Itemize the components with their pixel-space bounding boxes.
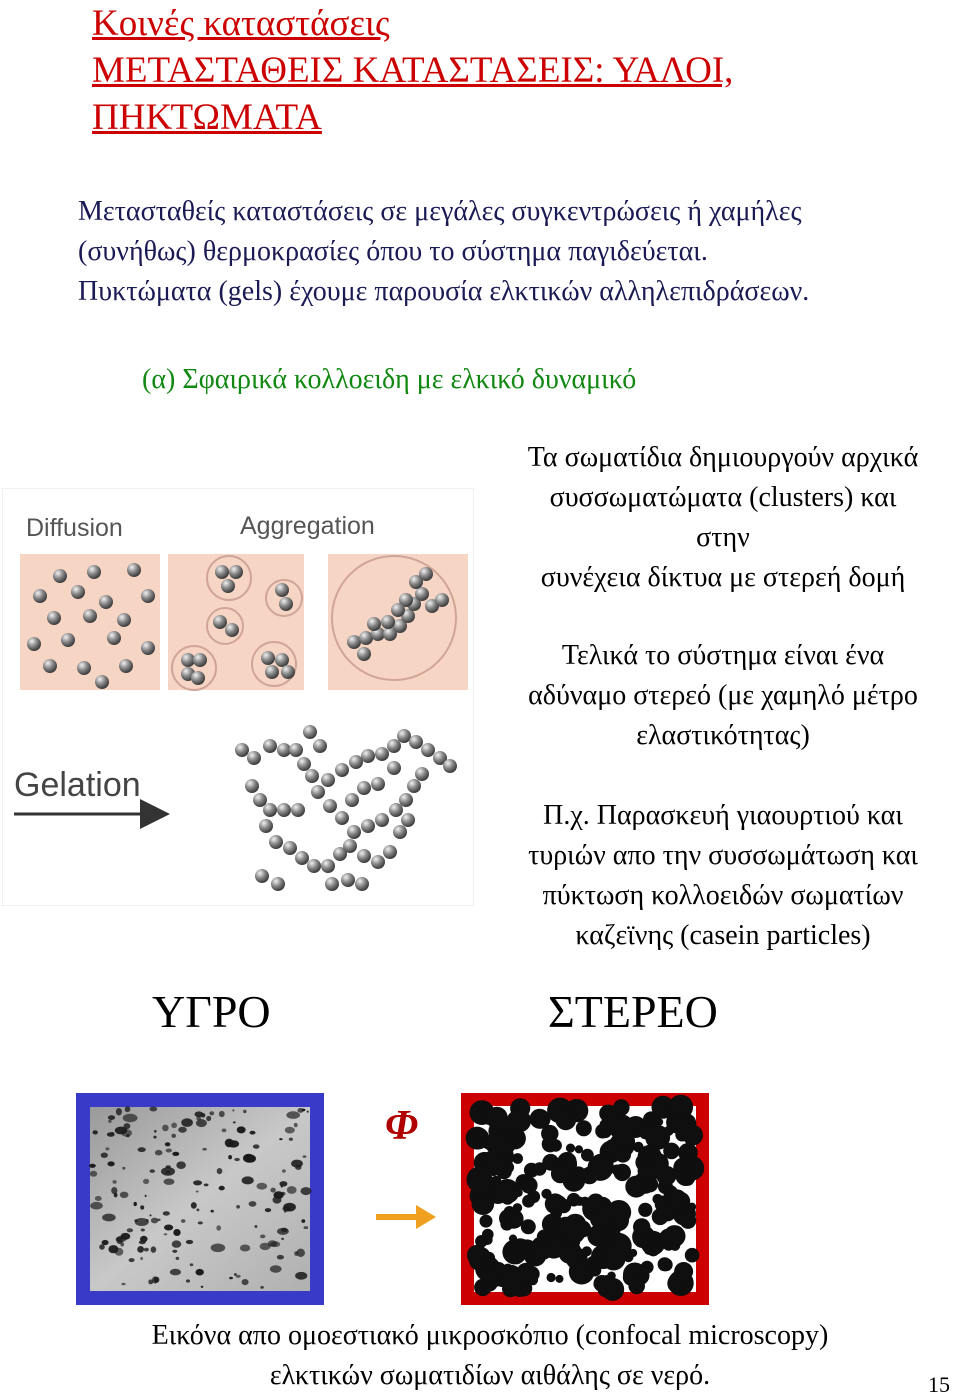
page-number: 15 [928,1372,950,1397]
title-line-2: ΜΕΤΑΣΤΑΘΕΙΣ ΚΑΤΑΣΤΑΣΕΙΣ: ΥΑΛΟΙ, [92,50,734,91]
p2-line-2: αδύναμο στερεό (με χαμηλό μέτρο [528,680,918,711]
p1-line-2: συσσωματώματα (clusters) και [549,482,897,513]
aggregation-label: Aggregation [240,512,375,540]
transition-arrow [374,1202,438,1232]
p3-line-1: Π.χ. Παρασκευή γιαουρτιού και [543,800,903,831]
intro-line-1: Μετασταθείς καταστάσεις σε μεγάλες συγκεντρώσεις ή χαμήλες [78,196,802,227]
solid-label: ΣΤΕΡΕΟ [548,986,718,1037]
title-line-3: ΠΗΚΤΩΜΑΤΑ [92,97,322,138]
caption [60,1316,920,1396]
right-paragraph-3 [488,796,958,956]
gelation-label: Gelation [14,766,141,804]
intro-line-2: (συνήθως) θερμοκρασίες όπου το σύστημα παγιδεύεται. [78,236,708,267]
right-paragraph-2 [488,636,958,756]
p1-line-3: στην [696,522,750,553]
title-line-1: Κοινές καταστάσεις [92,3,390,44]
p2-line-3: ελαστικότητας) [636,720,810,751]
p1-line-4: συνέχεια δίκτυα με στερεή δομή [540,562,906,593]
p1-line-1: Τα σωματίδια δημιουργούν αρχικά [527,442,919,473]
caption-line-1: Εικόνα απο ομοεστιακό μικροσκόπιο (confocal microscopy) [151,1320,829,1351]
phi-symbol: Φ [385,1103,419,1149]
right-paragraph-1 [488,438,958,598]
intro-paragraph [78,192,948,312]
p3-line-3: πύκτωση κολλοειδών σωματίων [542,880,904,911]
p3-line-4: καζεϊνης (casein particles) [575,920,871,951]
p3-line-2: τυριών απο την συσσωμάτωση και [528,840,918,871]
solid-micrograph [461,1093,709,1305]
p2-line-1: Τελικά το σύστημα είναι ένα [561,640,885,671]
caption-line-2: ελκτικών σωματιδίων αιθάλης σε νερό. [269,1360,711,1391]
subheading: (α) Σφαιρικά κολλοειδη με ελκικό δυναμικό [142,364,637,395]
gelation-diagram [2,488,474,906]
liquid-micrograph [76,1093,324,1305]
intro-line-3: Πυκτώματα (gels) έχουμε παρουσία ελκτικών αλληλεπιδράσεων. [78,276,810,307]
liquid-label: ΥΓΡΟ [152,986,271,1037]
diffusion-label: Diffusion [26,514,123,542]
